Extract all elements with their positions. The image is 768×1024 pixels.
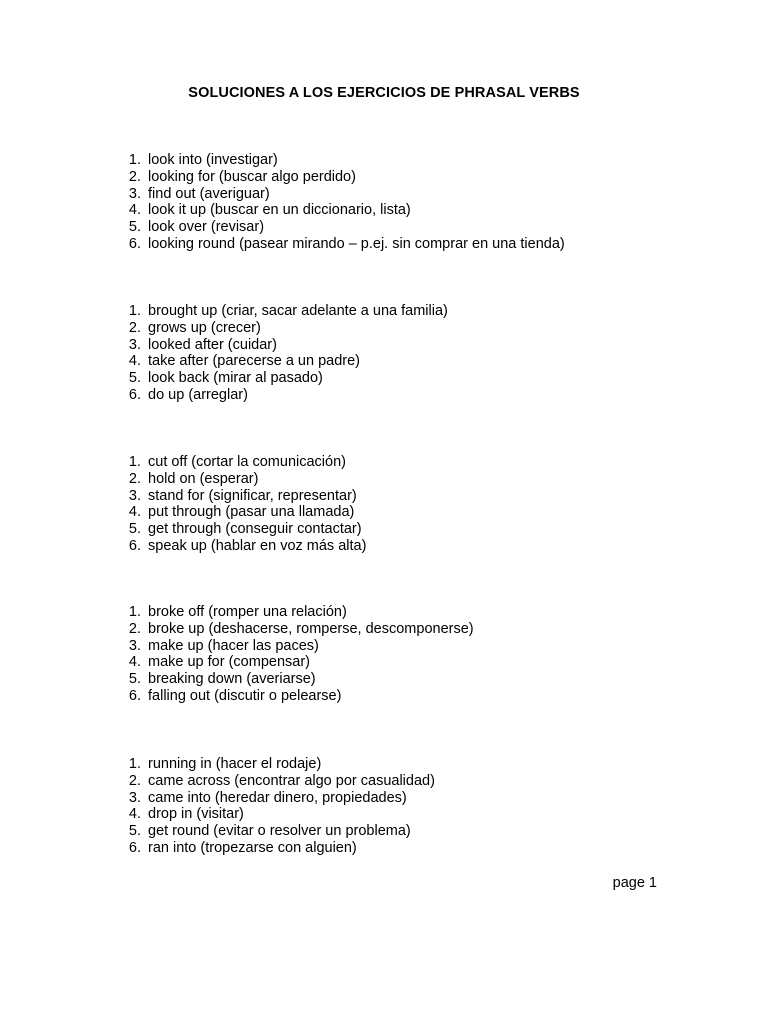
item-text: look into (investigar) xyxy=(148,152,278,168)
list-item xyxy=(118,370,448,387)
item-text: hold on (esperar) xyxy=(148,470,259,487)
page-title: SOLUCIONES A LOS EJERCICIOS DE PHRASAL VERBS xyxy=(188,85,580,101)
item-text: brought up (criar, sacar adelante a una familia) xyxy=(148,303,448,319)
item-number: 5. xyxy=(128,219,141,236)
list-item xyxy=(118,202,565,219)
list-item xyxy=(118,320,448,337)
item-text: broke off (romper una relación) xyxy=(148,604,347,620)
item-number: 6. xyxy=(128,386,141,403)
list-item xyxy=(118,186,565,203)
item-text: speak up (hablar en voz más alta) xyxy=(148,537,367,554)
item-text: looking for (buscar algo perdido) xyxy=(148,168,356,185)
item-number: 4. xyxy=(128,504,141,521)
item-number: 5. xyxy=(128,671,141,688)
list-item xyxy=(118,638,474,655)
item-number: 1. xyxy=(128,152,141,168)
item-text: came into (heredar dinero, propiedades) xyxy=(148,789,407,806)
exercise-4-list xyxy=(118,604,474,705)
item-number: 1. xyxy=(128,756,141,772)
item-text: running in (hacer el rodaje) xyxy=(148,756,322,772)
list-item xyxy=(118,790,435,807)
item-number: 4. xyxy=(128,654,141,671)
item-text: drop in (visitar) xyxy=(148,806,244,823)
list-item xyxy=(118,454,366,471)
item-text: came across (encontrar algo por casualidad) xyxy=(148,772,435,789)
item-number: 4. xyxy=(128,353,141,370)
list-item xyxy=(118,219,565,236)
item-number: 4. xyxy=(128,806,141,823)
list-item xyxy=(118,236,565,253)
list-item xyxy=(118,756,435,773)
list-item xyxy=(118,152,565,169)
item-number: 3. xyxy=(128,487,141,504)
list-item xyxy=(118,337,448,354)
item-number: 6. xyxy=(128,235,141,252)
item-text: looking round (pasear mirando – p.ej. sin comprar en una tienda) xyxy=(148,235,565,252)
item-text: get through (conseguir contactar) xyxy=(148,521,362,538)
list-item xyxy=(118,488,366,505)
list-item xyxy=(118,387,448,404)
list-item xyxy=(118,353,448,370)
item-text: put through (pasar una llamada) xyxy=(148,504,355,521)
item-text: do up (arreglar) xyxy=(148,386,248,403)
item-text: grows up (crecer) xyxy=(148,319,261,336)
list-item xyxy=(118,621,474,638)
item-text: stand for (significar, representar) xyxy=(148,487,357,504)
item-text: make up (hacer las paces) xyxy=(148,637,319,654)
item-number: 6. xyxy=(128,537,141,554)
item-number: 3. xyxy=(128,185,141,202)
item-text: broke up (deshacerse, romperse, descomponerse) xyxy=(148,620,474,637)
item-text: breaking down (averiarse) xyxy=(148,671,316,688)
list-item xyxy=(118,688,474,705)
item-number: 3. xyxy=(128,637,141,654)
list-item xyxy=(118,303,448,320)
list-item xyxy=(118,504,366,521)
item-number: 2. xyxy=(128,470,141,487)
item-text: falling out (discutir o pelearse) xyxy=(148,687,342,704)
exercise-5-list xyxy=(118,756,435,857)
list-item xyxy=(118,521,366,538)
item-text: look back (mirar al pasado) xyxy=(148,370,323,387)
item-text: looked after (cuidar) xyxy=(148,336,277,353)
item-text: ran into (tropezarse con alguien) xyxy=(148,839,357,856)
exercise-1-list xyxy=(118,152,565,253)
item-text: cut off (cortar la comunicación) xyxy=(148,454,346,470)
page-number: page 1 xyxy=(612,875,657,891)
item-number: 5. xyxy=(128,370,141,387)
item-number: 3. xyxy=(128,789,141,806)
list-item xyxy=(118,840,435,857)
list-item xyxy=(118,823,435,840)
item-number: 1. xyxy=(128,454,141,470)
item-text: take after (parecerse a un padre) xyxy=(148,353,360,370)
list-item xyxy=(118,538,366,555)
item-text: look over (revisar) xyxy=(148,219,265,236)
item-text: make up for (compensar) xyxy=(148,654,310,671)
item-number: 6. xyxy=(128,687,141,704)
item-number: 2. xyxy=(128,620,141,637)
item-text: get round (evitar o resolver un problema) xyxy=(148,823,411,840)
item-number: 5. xyxy=(128,521,141,538)
list-item xyxy=(118,773,435,790)
item-text: look it up (buscar en un diccionario, lista) xyxy=(148,202,411,219)
item-number: 3. xyxy=(128,336,141,353)
list-item xyxy=(118,671,474,688)
item-number: 1. xyxy=(128,604,141,620)
list-item xyxy=(118,806,435,823)
item-number: 6. xyxy=(128,839,141,856)
list-item xyxy=(118,471,366,488)
item-number: 1. xyxy=(128,303,141,319)
item-number: 2. xyxy=(128,168,141,185)
exercise-3-list xyxy=(118,454,366,555)
item-number: 2. xyxy=(128,772,141,789)
item-number: 4. xyxy=(128,202,141,219)
list-item xyxy=(118,169,565,186)
exercise-2-list xyxy=(118,303,448,404)
item-number: 5. xyxy=(128,823,141,840)
item-text: find out (averiguar) xyxy=(148,185,270,202)
list-item xyxy=(118,604,474,621)
item-number: 2. xyxy=(128,319,141,336)
list-item xyxy=(118,654,474,671)
